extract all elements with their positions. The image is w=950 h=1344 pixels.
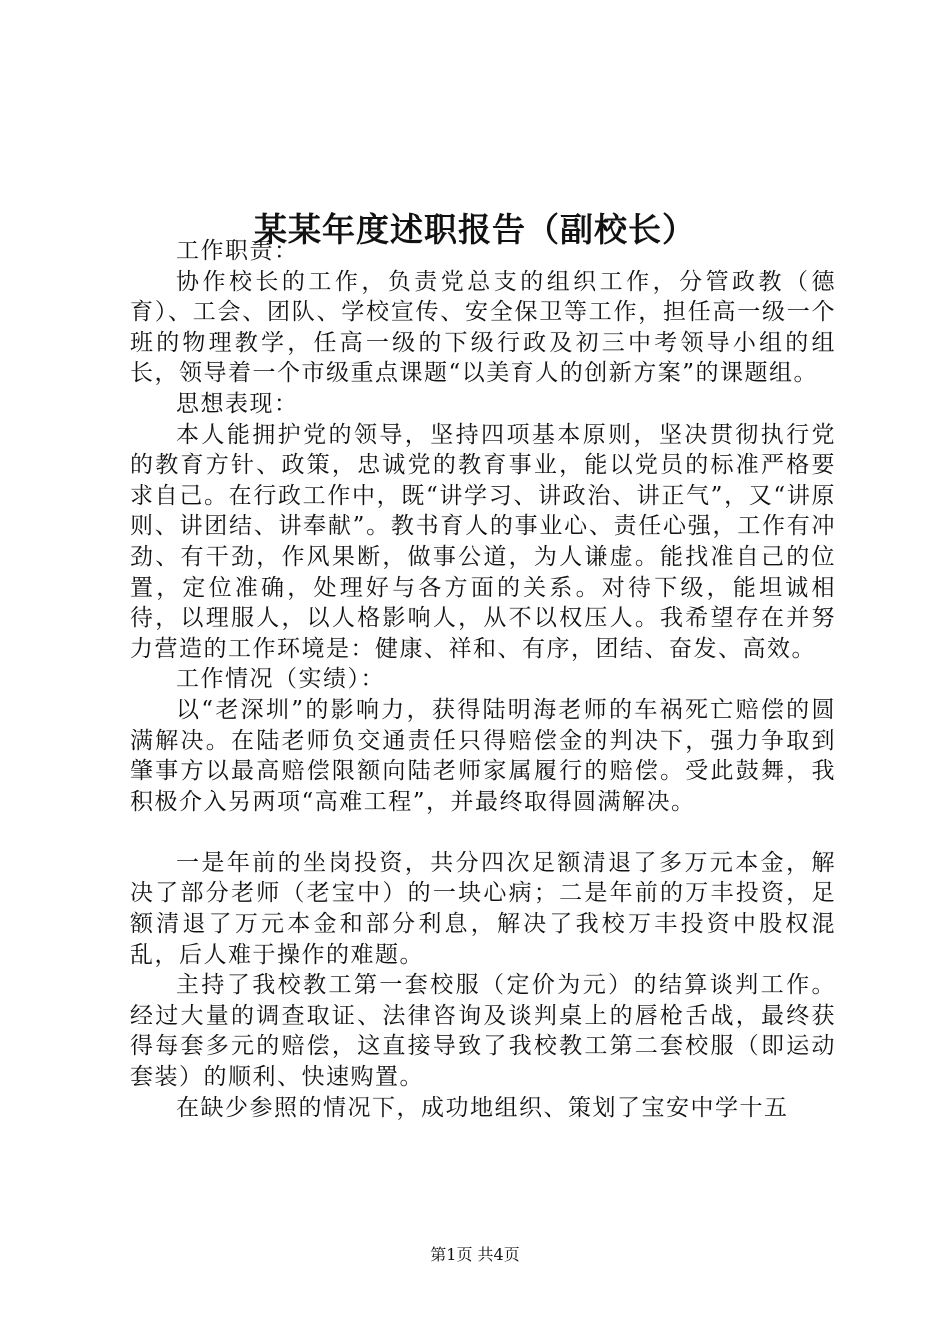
paragraph-achievement-3: 主持了我校教工第一套校服（定价为元）的结算谈判工作。经过大量的调查取证、法律咨询及谈判桌上的唇枪舌战，最终获得每套多元的赔偿，这直接导致了我校教工第二套校服（即运动套装）的顺利、快速购置。 [130,972,836,1091]
document-body [130,236,836,1123]
paragraph-achievement-2: 一是年前的坐岗投资，共分四次足额清退了多万元本金，解决了部分老师（老宝中）的一块心病；二是年前的万丰投资，足额清退了万元本金和部分利息，解决了我校万丰投资中股权混乱，后人难于操作的难题。 [130,849,836,968]
section-heading-duties: 工作职责： [176,238,299,264]
paragraph-achievement-1: 以“老深圳”的影响力，获得陆明海老师的车祸死亡赔偿的圆满解决。在陆老师负交通责任只得赔偿金的判决下，强力争取到肇事方以最高赔偿限额向陆老师家属履行的赔偿。受此鼓舞，我积极介入另两项“高难工程”，并最终取得圆满解决。 [130,696,836,815]
paragraph-thoughts: 本人能拥护党的领导，坚持四项基本原则，坚决贯彻执行党的教育方针、政策，忠诚党的教育事业，能以党员的标准严格要求自己。在行政工作中，既“讲学习、讲政治、讲正气”，又“讲原则、讲团结、讲奉献”。教书育人的事业心、责任心强，工作有冲劲、有干劲，作风果断，做事公道，为人谦虚。能找准自己的位置，定位准确，处理好与各方面的关系。对待下级，能坦诚相待，以理服人，以人格影响人，从不以权压人。我希望存在并努力营造的工作环境是：健康、祥和、有序，团结、奋发、高效。 [130,421,836,662]
section-heading-achievements: 工作情况（实绩）： [176,666,385,693]
page-footer: 第1页 共4页 [430,1245,520,1264]
paragraph-achievement-4: 在缺少参照的情况下，成功地组织、策划了宝安中学十五 [176,1094,789,1121]
paragraph-duties: 协作校长的工作，负责党总支的组织工作，分管政教（德育）、工会、团队、学校宣传、安全保卫等工作，担任高一级一个班的物理教学，任高一级的下级行政及初三中考领导小组的组长，领导着一个市级重点课题“以美育人的创新方案”的课题组。 [130,268,836,387]
document-title: 某某年度述职报告（副校长） [254,210,696,250]
section-heading-thoughts: 思想表现： [176,390,299,417]
